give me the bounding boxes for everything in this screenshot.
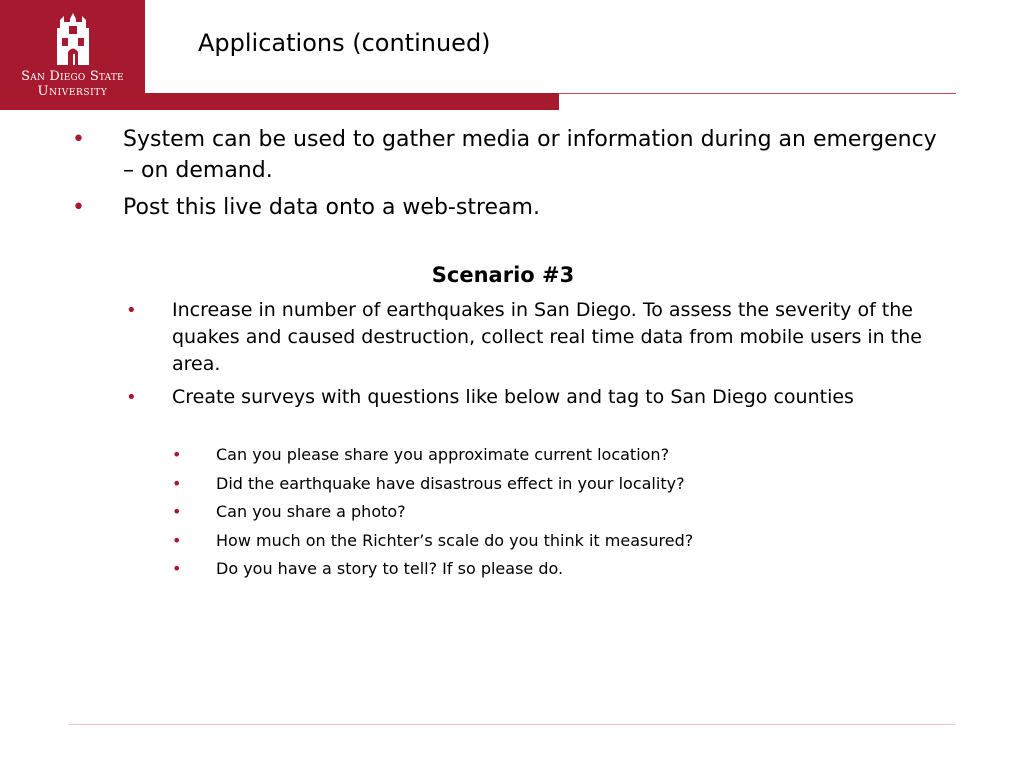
bullet-icon: •	[126, 300, 137, 321]
sdsu-logo	[0, 0, 145, 110]
list-item: • Can you share a photo?	[172, 502, 406, 521]
list-item: • Do you have a story to tell? If so please do.	[172, 559, 564, 578]
university-name-line2: University	[37, 84, 108, 99]
main-bullet-list	[70, 124, 950, 229]
header-rule	[559, 93, 956, 94]
bullet-icon: •	[172, 559, 182, 578]
bullet-icon: •	[126, 387, 137, 408]
list-item: • Increase in number of earthquakes in San Diego. To assess the severity of the quakes and caused destruction, collect real time data from mobile users in the area.	[126, 299, 922, 375]
sdsu-tower-icon	[56, 12, 90, 66]
slide-title: Applications (continued)	[198, 29, 491, 57]
scenario-bullet-list	[124, 297, 924, 417]
bullet-icon: •	[72, 127, 85, 152]
bullet-icon: •	[172, 502, 182, 521]
list-item: • How much on the Richter’s scale do you think it measured?	[172, 530, 694, 550]
header-accent-bar	[145, 93, 559, 110]
list-item: • System can be used to gather media or information during an emergency – on demand.	[70, 124, 950, 186]
university-name-line1: San Diego State	[21, 69, 124, 84]
bullet-icon: •	[172, 473, 182, 493]
list-item: • Post this live data onto a web-stream.	[70, 192, 950, 223]
bullet-icon: •	[172, 445, 182, 464]
list-item: • Create surveys with questions like below and tag to San Diego counties	[124, 384, 924, 411]
bullet-icon: •	[172, 530, 182, 550]
scenario-heading: Scenario #3	[431, 263, 575, 287]
survey-question-list	[170, 444, 930, 587]
list-item: • Can you please share you approximate current location?	[172, 445, 670, 464]
bullet-icon: •	[72, 195, 85, 220]
list-item: • Did the earthquake have disastrous effect in your locality?	[172, 473, 685, 493]
footer-rule	[68, 724, 956, 725]
